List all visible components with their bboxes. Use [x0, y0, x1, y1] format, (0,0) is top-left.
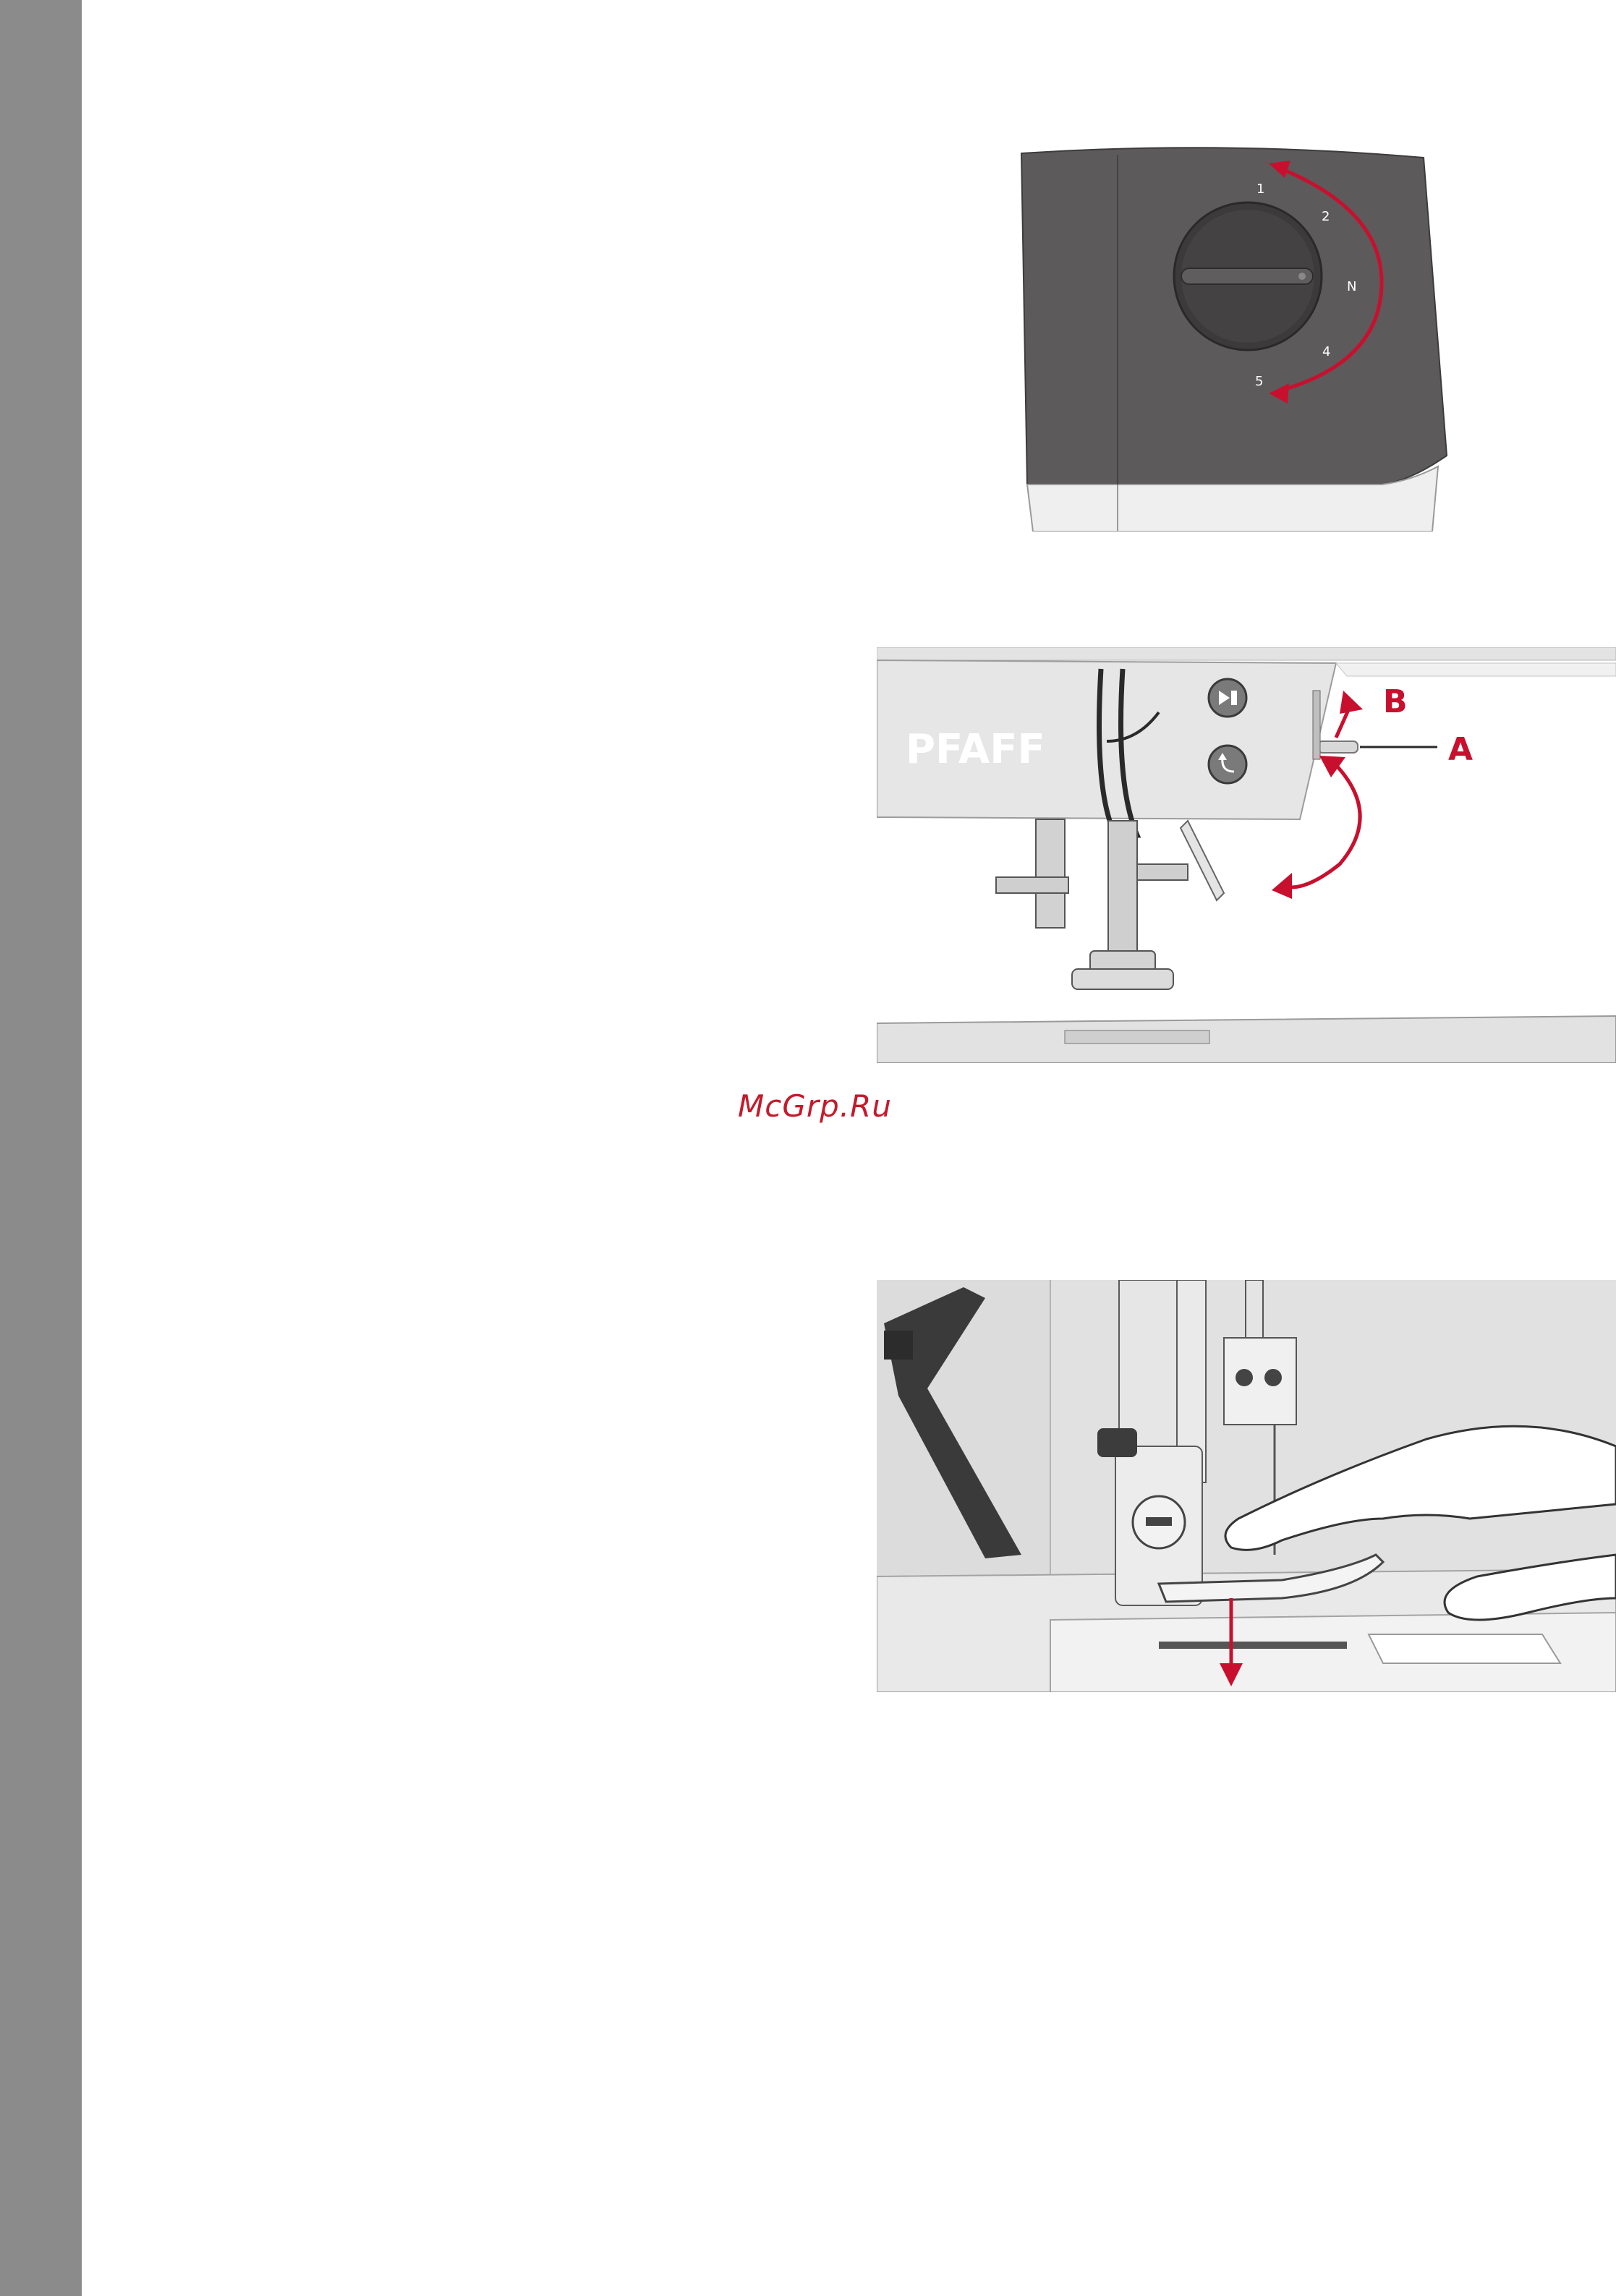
pressure-dial-illustration	[1005, 145, 1468, 532]
page-side-bar	[0, 0, 82, 2296]
lever-handle	[1318, 741, 1358, 753]
dial-label-4: 4	[1322, 344, 1331, 359]
watermark-text: McGrp.Ru	[738, 1088, 892, 1124]
dial-label-n: N	[1347, 279, 1357, 294]
pressure-dial-figure	[1005, 145, 1468, 532]
dial-label-5: 5	[1255, 374, 1264, 389]
dial-label-1: 1	[1256, 182, 1265, 197]
callout-a: A	[1448, 731, 1473, 768]
snap-on-foot-illustration	[877, 1280, 1616, 1692]
presser-foot-lever-figure	[877, 647, 1616, 1063]
presser-foot-lever-illustration	[877, 647, 1616, 1063]
dial-label-2: 2	[1322, 209, 1330, 224]
pfaff-logo: PFAFF	[906, 726, 1045, 773]
callout-b: B	[1383, 683, 1408, 720]
snap-on-foot-figure	[877, 1280, 1616, 1692]
start-stop-icon	[1209, 679, 1246, 717]
reverse-icon	[1209, 746, 1246, 783]
